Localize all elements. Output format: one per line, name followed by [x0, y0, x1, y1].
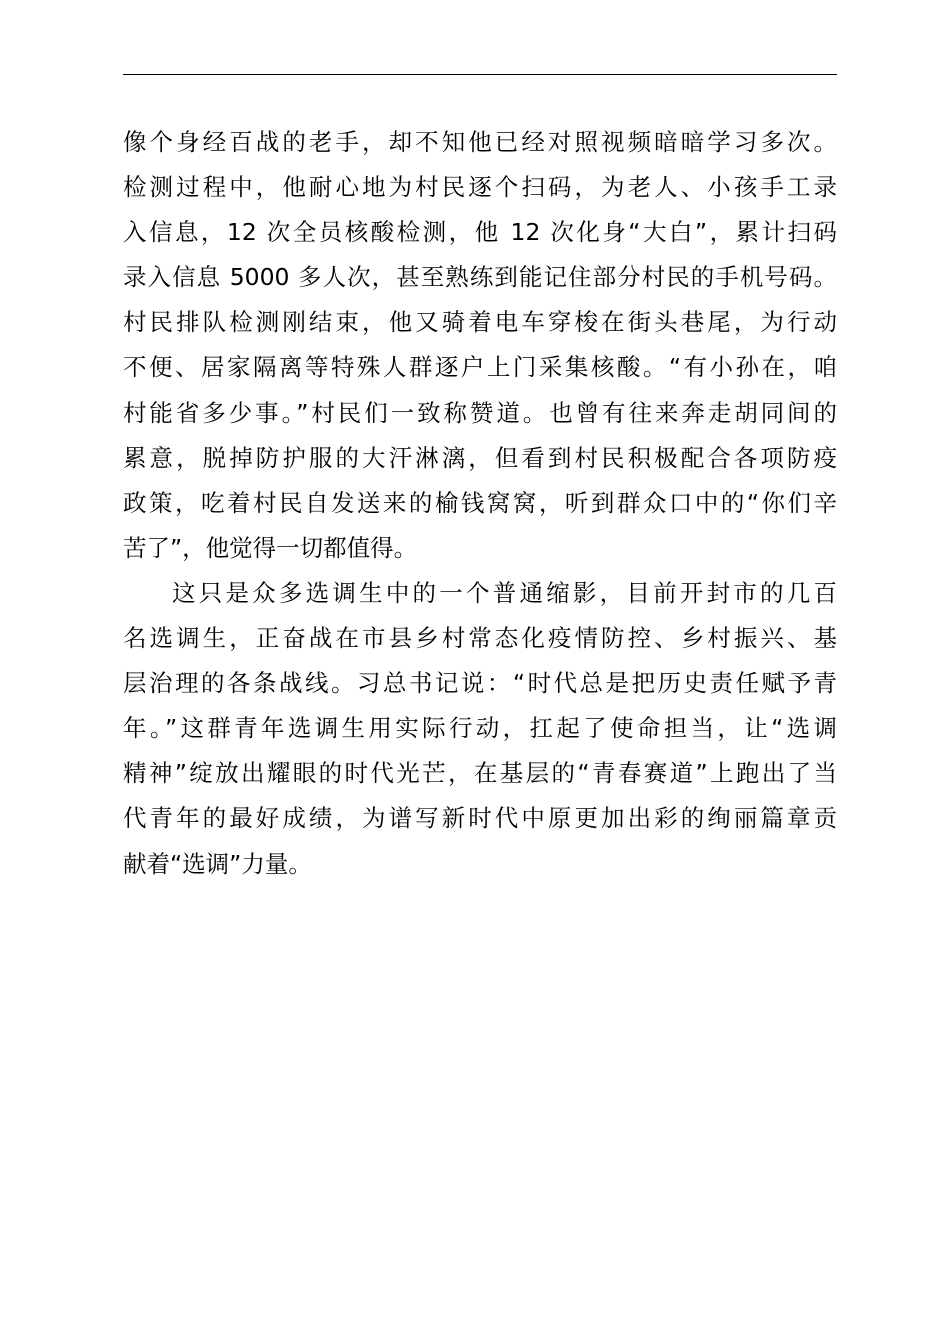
text-line: 政策，吃着村民自发送来的榆钱窝窝，听到群众口中的“你们辛: [123, 488, 837, 517]
text-line: 录入信息 5000 多人次，甚至熟练到能记住部分村民的手机号码。: [123, 263, 837, 292]
text-line: 像个身经百战的老手，却不知他已经对照视频暗暗学习多次。: [123, 128, 837, 156]
text-line: 不便、居家隔离等特殊人群逐户上门采集核酸。“有小孙在，咱: [123, 353, 837, 382]
text-line: 累意，脱掉防护服的大汗淋漓，但看到村民积极配合各项防疫: [123, 443, 837, 472]
text-line: 名选调生，正奋战在市县乡村常态化疫情防控、乡村振兴、基: [123, 624, 837, 653]
text-line: 献着“选调”力量。: [123, 849, 312, 878]
document-body: [123, 120, 837, 887]
header-rule: [123, 74, 837, 75]
text-line: 村能省多少事。”村民们一致称赞道。也曾有往来奔走胡同间的: [123, 398, 837, 427]
text-line: 代青年的最好成绩，为谱写新时代中原更加出彩的绚丽篇章贡: [123, 804, 837, 833]
text-line: 这只是众多选调生中的一个普通缩影，目前开封市的几百: [172, 578, 837, 607]
paragraph-1: [123, 120, 837, 571]
text-line: 精神”绽放出耀眼的时代光芒，在基层的“青春赛道”上跑出了当: [123, 759, 837, 788]
text-line: 年。”这群青年选调生用实际行动，扛起了使命担当，让“选调: [123, 714, 837, 743]
paragraph-2: [123, 571, 837, 887]
text-line: 苦了”，他觉得一切都值得。: [123, 533, 418, 562]
text-line: 入信息，12 次全员核酸检测，他 12 次化身“大白”，累计扫码: [123, 218, 837, 247]
text-line: 检测过程中，他耐心地为村民逐个扫码，为老人、小孩手工录: [123, 173, 837, 202]
text-line: 层治理的各条战线。习总书记说：“时代总是把历史责任赋予青: [123, 669, 837, 698]
text-line: 村民排队检测刚结束，他又骑着电车穿梭在街头巷尾，为行动: [123, 308, 837, 337]
